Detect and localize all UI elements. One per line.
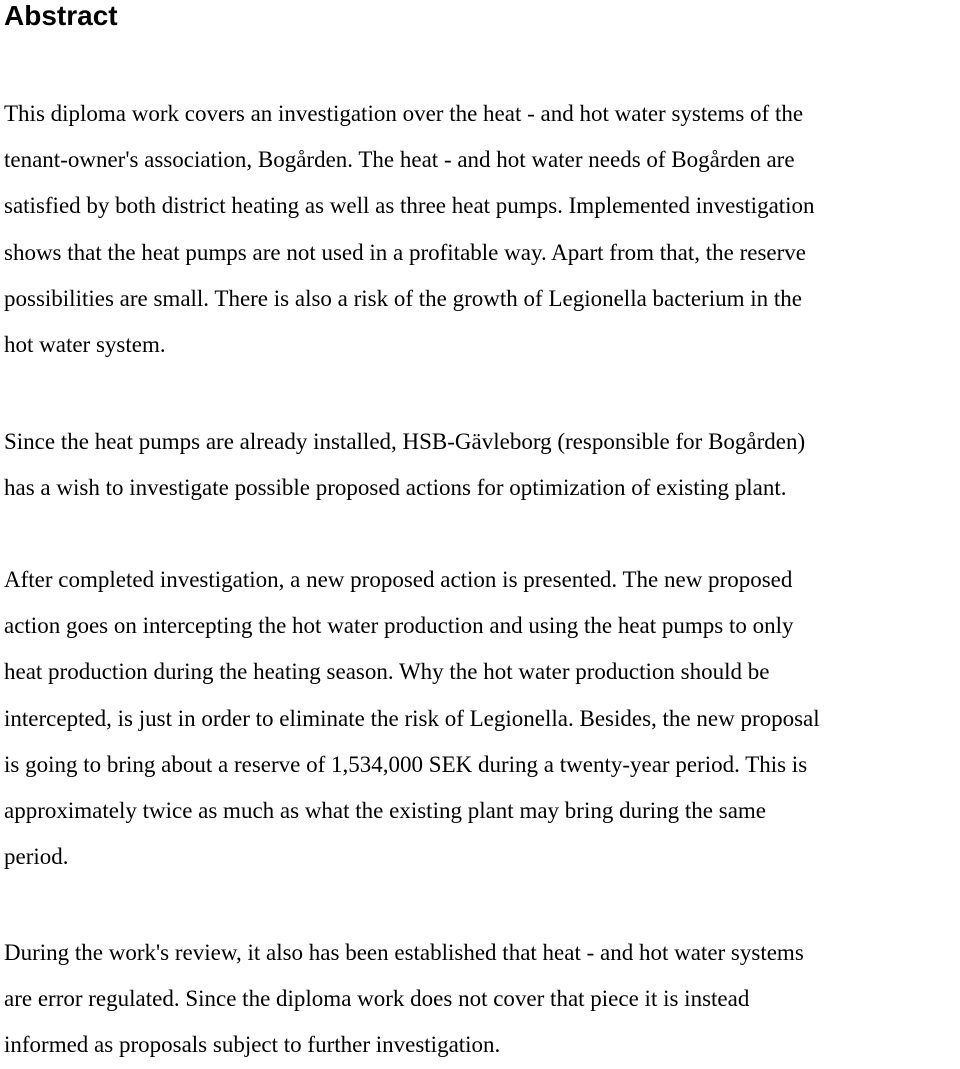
- text-line: period.: [4, 844, 69, 870]
- text-line: During the work's review, it also has been established that heat - and hot water systems: [4, 940, 804, 965]
- text-line: After completed investigation, a new proposed action is presented. The new proposed: [4, 567, 793, 592]
- text-line: are error regulated. Since the diploma work does not cover that piece it is instead: [4, 986, 750, 1012]
- text-line: tenant-owner's association, Bogården. The heat - and hot water needs of Bogården are: [4, 147, 795, 173]
- text-line: shows that the heat pumps are not used in a profitable way. Apart from that, the reserve: [4, 239, 806, 265]
- text-line: is going to bring about a reserve of 1,534,000 SEK during a twenty-year period. This is: [4, 751, 808, 777]
- text-line: action goes on intercepting the hot water production and using the heat pumps to only: [4, 613, 794, 639]
- text-line: satisfied by both district heating as well as three heat pumps. Implemented investigation: [4, 193, 815, 219]
- paragraph-proposed-action: [4, 557, 960, 880]
- paragraph-review-findings: [4, 930, 960, 1069]
- text-line: hot water system.: [4, 331, 166, 357]
- text-line: intercepted, is just in order to eliminate the risk of Legionella. Besides, the new proposal: [4, 705, 820, 731]
- text-line: possibilities are small. There is also a risk of the growth of Legionella bacterium in the: [4, 285, 802, 311]
- text-line: approximately twice as much as what the existing plant may bring during the same: [4, 797, 766, 823]
- text-line: informed as proposals subject to further investigation.: [4, 1032, 501, 1058]
- text-line: Since the heat pumps are already installed, HSB-Gävleborg (responsible for Bogården): [4, 429, 806, 454]
- text-line: This diploma work covers an investigation over the heat - and hot water systems of the: [4, 101, 804, 126]
- paragraph-hsb-wish: [4, 419, 960, 511]
- text-line: has a wish to investigate possible proposed actions for optimization of existing plant.: [4, 475, 787, 501]
- abstract-heading: Abstract: [4, 0, 118, 31]
- text-line: heat production during the heating season. Why the hot water production should be: [4, 659, 770, 685]
- paragraph-investigation-overview: [4, 91, 960, 368]
